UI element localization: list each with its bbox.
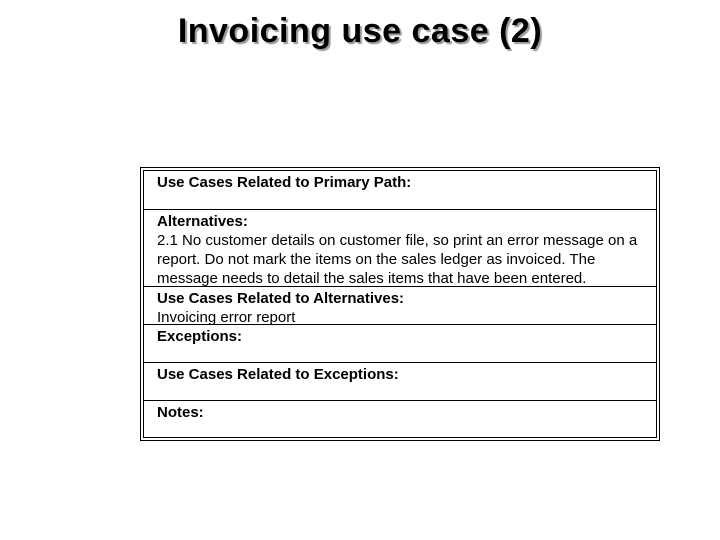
- row-heading: Use Cases Related to Primary Path:: [157, 174, 412, 191]
- row-heading: Alternatives:: [157, 213, 248, 230]
- row-heading: Notes:: [157, 404, 204, 421]
- row-text-line: 2.1 No customer details on customer file, so print an error message on a: [157, 232, 638, 249]
- row-text-line: report. Do not mark the items on the sales ledger as invoiced. The: [157, 251, 596, 268]
- row-primary-path-related: [144, 171, 656, 209]
- row-alternatives-related: [144, 286, 656, 324]
- row-text-line: Invoicing error report: [157, 309, 296, 326]
- row-alternatives: [144, 209, 656, 286]
- row-heading: Exceptions:: [157, 328, 243, 345]
- use-case-table: [140, 167, 660, 441]
- row-heading: Use Cases Related to Alternatives:: [157, 290, 405, 307]
- row-exceptions-related: [144, 362, 656, 400]
- slide-title: Invoicing use case (2): [177, 12, 543, 50]
- row-exceptions: [144, 324, 656, 362]
- row-notes: [144, 400, 656, 437]
- row-heading: Use Cases Related to Exceptions:: [157, 366, 399, 383]
- use-case-table-inner: [143, 170, 657, 438]
- row-text-line: message needs to detail the sales items that have been entered.: [157, 270, 587, 287]
